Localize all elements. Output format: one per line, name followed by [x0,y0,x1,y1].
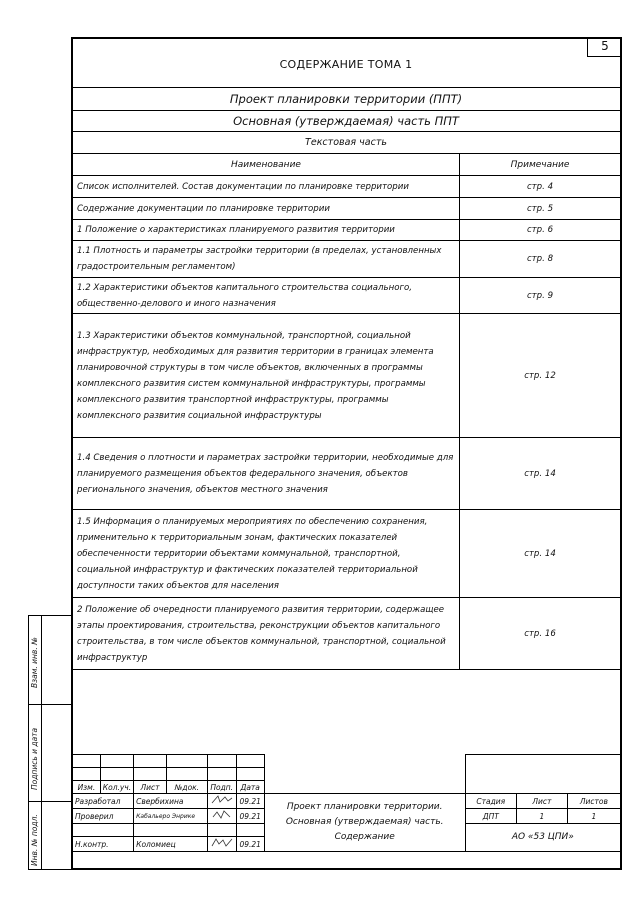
row-note: стр. 5 [460,198,621,220]
side-label-signature: Подпись и дата [30,727,39,790]
side-cell-value [41,801,72,870]
column-header-name: Наименование [73,154,460,176]
sheets-value: 1 [567,809,620,824]
row-name: 1.1 Плотность и параметры застройки территории (в пределах, установленных градостроительным регламентом) [73,241,460,278]
stage-value: ДПТ [465,809,516,824]
table-row [73,278,621,314]
table-header-row [73,154,621,176]
sheet-label: Лист [516,794,567,809]
row-note: стр. 16 [460,598,621,670]
contents-table [72,153,621,670]
side-cell-value [41,615,72,705]
document-title: СОДЕРЖАНИЕ ТОМА 1 [279,58,413,71]
table-row [73,220,621,241]
stamp-role: Проверил [73,809,134,824]
row-name: 1 Положение о характеристиках планируемого развития территории [73,220,460,241]
stamp-date: 09.21 [236,809,264,824]
row-note: стр. 9 [460,278,621,314]
row-note: стр. 12 [460,314,621,438]
organization-name: АО «53 ЦПИ» [465,824,620,852]
table-row [73,314,621,438]
table-row [73,438,621,510]
title-block [72,754,621,852]
sheets-label: Листов [567,794,620,809]
row-note: стр. 4 [460,176,621,198]
stamp-header: Изм. [73,781,101,794]
stamp-role: Разработал [73,794,134,809]
stage-label: Стадия [465,794,516,809]
column-header-note: Примечание [460,154,621,176]
sheet-value: 1 [516,809,567,824]
row-name: 1.3 Характеристики объектов коммунальной, транспортной, социальной инфраструктур, необходимых для развития территории в границах элемента планировочной структуры в том числе объектов, включенных в программы комплексного развития систем коммунальной инфраструктуры, программы комплексного развития транспортной инфраструктуры, программы комплексного развития социальной инфраструктуры [73,314,460,438]
stamp-person-name: Свербихина [134,794,208,809]
stamp-header: Подп. [207,781,236,794]
stamp-header: Дата [236,781,264,794]
signature [207,794,236,809]
stamp-header: №док. [166,781,207,794]
stamp-header: Кол.уч. [100,781,133,794]
row-name: 2 Положение об очередности планируемого развития территории, содержащее этапы проектирования, строительства, реконструкции объектов капитального строительства, в том числе объектов коммунальной, транспортной, социальной инфраструктур [73,598,460,670]
row-note: стр. 14 [460,438,621,510]
row-name: 1.5 Информация о планируемых мероприятиях по обеспечению сохранения, применительно к территориальным зонам, фактических показателей обеспеченности территории объектами коммунальной, транспортной, социальной инфраструктур и фактических показателей территориальной доступности таких объектов для населения [73,510,460,598]
stamp-date: 09.21 [236,794,264,809]
table-row [73,598,621,670]
stamp-date: 09.21 [236,837,264,852]
row-name: 1.4 Сведения о плотности и параметрах застройки территории, необходимые для планируемого размещения объектов федерального значения, объектов регионального значения, объектов местного значения [73,438,460,510]
section-name: Основная (утверждаемая) часть ППТ [233,114,459,128]
row-name: 1.2 Характеристики объектов капитального строительства социального, общественно-делового и иного назначения [73,278,460,314]
stamp-person-name: Кабальеро Энрике [134,809,208,824]
row-name: Содержание документации по планировке территории [73,198,460,220]
stamp-document-title: Проект планировки территории. Основная (утверждаемая) часть. Содержание [264,794,465,852]
subsection-name: Текстовая часть [305,137,387,148]
stamp-role: Н.контр. [73,837,134,852]
page-number: 5 [587,37,622,57]
table-row [73,198,621,220]
stamp-header: Лист [134,781,167,794]
table-row [73,176,621,198]
row-note: стр. 6 [460,220,621,241]
signature [207,837,236,852]
row-note: стр. 8 [460,241,621,278]
signature [207,809,236,824]
table-row [73,510,621,598]
row-name: Список исполнителей. Состав документации по планировке территории [73,176,460,198]
row-note: стр. 14 [460,510,621,598]
project-name: Проект планировки территории (ППТ) [229,92,463,106]
side-label-inventory: Инв. № подл. [30,814,39,866]
side-cell-value [41,704,72,802]
stamp-person-name: Коломиец [134,837,208,852]
table-row [73,241,621,278]
side-label-vzam: Взам. инв. № [30,637,39,688]
